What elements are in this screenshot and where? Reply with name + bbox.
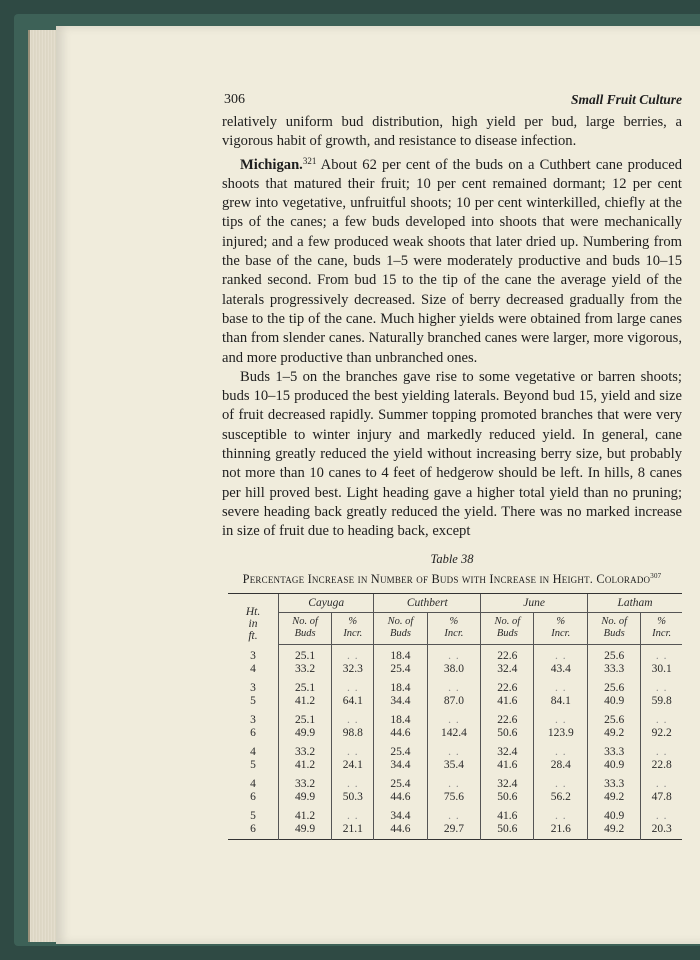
- june-pct-cell: . . 43.4: [534, 645, 588, 680]
- cayuga-pct-cell: . . 50.3: [332, 775, 374, 807]
- col-pct-incr: % Incr.: [641, 613, 682, 645]
- col-no-buds: No. of Buds: [279, 613, 332, 645]
- table-row: [228, 645, 682, 680]
- table-title: [222, 572, 682, 587]
- cayuga-pct-cell: . . 21.1: [332, 807, 374, 840]
- footnote-ref: 321: [302, 155, 317, 166]
- june-buds-cell: 22.6 41.6: [481, 679, 534, 711]
- cayuga-buds-cell: 33.2 49.9: [279, 775, 332, 807]
- latham-buds-cell: 25.6 40.9: [588, 679, 641, 711]
- cuthbert-pct-cell: . . 75.6: [427, 775, 481, 807]
- table-subheader-row: [228, 613, 682, 645]
- table-row: [228, 743, 682, 775]
- cuthbert-buds-cell: 25.4 34.4: [374, 743, 427, 775]
- variety-cayuga: Cayuga: [279, 594, 374, 613]
- ht-cell: 5 6: [250, 810, 256, 836]
- june-pct-cell: . . 56.2: [534, 775, 588, 807]
- table-header-row: [228, 594, 682, 613]
- june-buds-cell: 32.4 41.6: [481, 743, 534, 775]
- cayuga-pct-cell: . . 98.8: [332, 711, 374, 743]
- cayuga-pct-cell: . . 32.3: [332, 645, 374, 680]
- cuthbert-pct-cell: . . 29.7: [427, 807, 481, 840]
- col-no-buds: No. of Buds: [481, 613, 534, 645]
- paragraph-michigan: [222, 152, 682, 368]
- table-body: [228, 645, 682, 840]
- variety-june: June: [481, 594, 588, 613]
- latham-buds-cell: 25.6 49.2: [588, 711, 641, 743]
- table-row: [228, 679, 682, 711]
- june-buds-cell: 22.6 32.4: [481, 645, 534, 680]
- ht-cell: 4 5: [250, 746, 256, 772]
- table-title-text: Percentage Increase in Number of Buds with Increase in Height. Colorado: [242, 571, 651, 586]
- june-pct-cell: . . 21.6: [534, 807, 588, 840]
- cuthbert-pct-cell: . . 35.4: [427, 743, 481, 775]
- june-buds-cell: 32.4 50.6: [481, 775, 534, 807]
- variety-latham: Latham: [588, 594, 682, 613]
- latham-pct-cell: . . 47.8: [641, 775, 682, 807]
- cuthbert-pct-cell: . . 87.0: [427, 679, 481, 711]
- june-pct-cell: . . 123.9: [534, 711, 588, 743]
- latham-pct-cell: . . 30.1: [641, 645, 682, 680]
- ht-cell: 3 5: [250, 682, 256, 708]
- june-buds-cell: 22.6 50.6: [481, 711, 534, 743]
- latham-pct-cell: . . 20.3: [641, 807, 682, 840]
- cayuga-buds-cell: 33.2 41.2: [279, 743, 332, 775]
- ht-header: Ht. in ft.: [245, 605, 261, 642]
- cuthbert-buds-cell: 18.4 25.4: [374, 645, 427, 680]
- june-pct-cell: . . 84.1: [534, 679, 588, 711]
- col-pct-incr: % Incr.: [534, 613, 588, 645]
- table-row: [228, 775, 682, 807]
- cuthbert-buds-cell: 18.4 44.6: [374, 711, 427, 743]
- cayuga-buds-cell: 25.1 33.2: [279, 645, 332, 680]
- data-table: [228, 593, 682, 841]
- variety-cuthbert: Cuthbert: [374, 594, 481, 613]
- latham-buds-cell: 40.9 49.2: [588, 807, 641, 840]
- page-number: 306: [224, 92, 245, 107]
- cuthbert-buds-cell: 18.4 34.4: [374, 679, 427, 711]
- latham-buds-cell: 33.3 40.9: [588, 743, 641, 775]
- latham-buds-cell: 25.6 33.3: [588, 645, 641, 680]
- june-pct-cell: . . 28.4: [534, 743, 588, 775]
- table-label: Table 38: [430, 551, 474, 566]
- paragraph-michigan-text: About 62 per cent of the buds on a Cuthbert cane produced shoots that matured their fruit; 10 per cent remained dormant; 12 per cent grew into vegetative, unfruitful shoots; 10 per cent winterkilled, chiefly at the tips of the canes; a few buds developed into shoots that were mechanically injured; and a few produced weak shoots that later dried up. Numbering from the base of the cane, buds 1–5 were moderately productive and buds 10–15 ranked second. From bud 15 to the tip of the cane the average yield of the laterals progressively decreased. Size of berry decreased gradually from the base to the tip of the cane. Much higher yields were obtained from large canes than from slender canes. Naturally branched canes were larger, more vigorous, and more productive than unbranched ones.: [222, 156, 682, 366]
- latham-buds-cell: 33.3 49.2: [588, 775, 641, 807]
- cayuga-buds-cell: 41.2 49.9: [279, 807, 332, 840]
- paragraph-3: Buds 1–5 on the branches gave rise to some vegetative or barren shoots; buds 10–15 produced the best yielding laterals. Beyond bud 15, yield and size of fruit decreased rapidly. Summer topping promoted branches that were very susceptible to winter injury and markedly reduced yield. In general, cane thinning greatly reduced the yield without increasing berry size, but probably not more than 10 canes to 4 feet of hedgerow should be left. In hills, 8 canes per hill proved best. Light heading gave a higher total yield than no pruning; severe heading back greatly reduced the yield. There was no marked increase in size of fruit due to heading back, except: [222, 368, 682, 540]
- cayuga-buds-cell: 25.1 49.9: [279, 711, 332, 743]
- cuthbert-buds-cell: 34.4 44.6: [374, 807, 427, 840]
- table-row: [228, 807, 682, 840]
- latham-pct-cell: . . 59.8: [641, 679, 682, 711]
- latham-pct-cell: . . 92.2: [641, 711, 682, 743]
- june-buds-cell: 41.6 50.6: [481, 807, 534, 840]
- col-no-buds: No. of Buds: [374, 613, 427, 645]
- cayuga-buds-cell: 25.1 41.2: [279, 679, 332, 711]
- cuthbert-pct-cell: . . 142.4: [427, 711, 481, 743]
- running-title: Small Fruit Culture: [570, 92, 682, 107]
- col-no-buds: No. of Buds: [588, 613, 641, 645]
- ht-cell: 4 6: [250, 778, 256, 804]
- page-content: [222, 92, 682, 840]
- cuthbert-pct-cell: . . 38.0: [427, 645, 481, 680]
- ht-cell: 3 6: [250, 714, 256, 740]
- section-heading-michigan: Michigan.: [240, 156, 303, 173]
- cayuga-pct-cell: . . 24.1: [332, 743, 374, 775]
- ht-cell: 3 4: [250, 649, 256, 675]
- table-footnote-ref: 307: [650, 571, 662, 580]
- cayuga-pct-cell: . . 64.1: [332, 679, 374, 711]
- col-pct-incr: % Incr.: [427, 613, 481, 645]
- table-row: [228, 711, 682, 743]
- paragraph-1: relatively uniform bud distribution, high yield per bud, large berries, a vigorous habit of growth, and resistance to disease infection.: [222, 114, 682, 150]
- cuthbert-buds-cell: 25.4 44.6: [374, 775, 427, 807]
- latham-pct-cell: . . 22.8: [641, 743, 682, 775]
- page-header: [222, 92, 682, 112]
- col-pct-incr: % Incr.: [332, 613, 374, 645]
